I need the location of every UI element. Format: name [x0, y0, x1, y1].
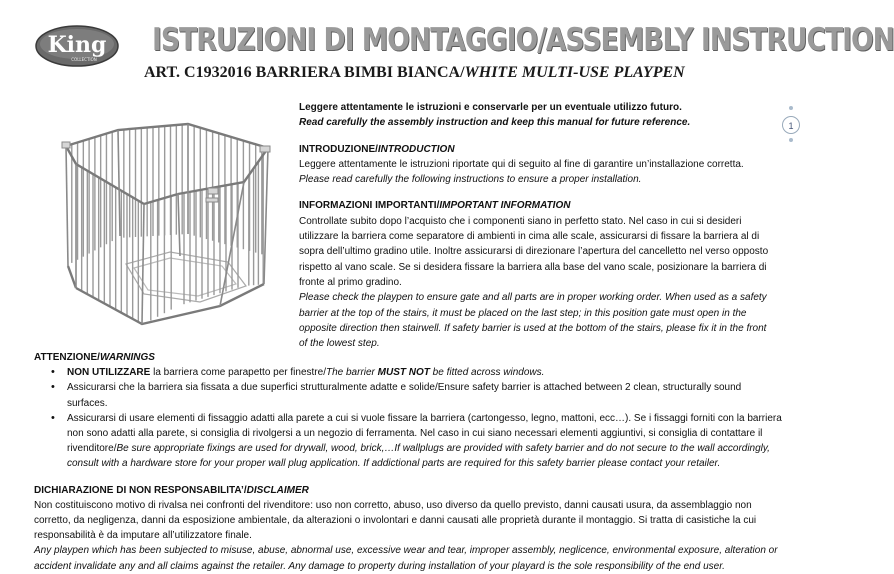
- article-title-it: ART. C1932016 BARRIERA BIMBI BIANCA/: [144, 64, 465, 81]
- warning-text-en: The barrier: [325, 367, 378, 379]
- article-title: [144, 64, 685, 82]
- article-title-en: WHITE MULTI-USE PLAYPEN: [464, 64, 685, 81]
- disclaimer-text-it: Non costituiscono motivo di rivalsa nei confronti del rivenditore: uso non corretto, abuso, uso diverso da quello previsto, danni causati usura, da assemblaggio non corretto, da negligenza, danni da esposizione ambientale, da alterazioni o involontari e danni causati alle proprietà durante il montaggio. Si tratta di casistiche la cui responsabilità è da imputare all’utilizzatore finale.: [34, 499, 757, 542]
- important-heading-en: IMPORTANT INFORMATION: [439, 200, 571, 212]
- playpen-illustration: [58, 116, 286, 328]
- disclaimer-text-en: Any playpen which has been subjected to misuse, abuse, abnormal use, excessive wear and tear, improper assembly, neglicence, environmental exposure, alteration or accident invalidate any and all claims against the retailer. Any damage to property during installation of your playard is the sole responsibility of the end user.: [34, 545, 778, 572]
- warnings-section: [34, 350, 782, 574]
- warning-text-it: la barriera come parapetto per finestre/: [150, 367, 326, 379]
- warnings-heading-en: WARNINGS: [99, 352, 155, 363]
- page-marker-dot: [789, 138, 793, 142]
- page-number: 1: [782, 116, 800, 134]
- warnings-list: [34, 365, 782, 471]
- page-marker-dot: [789, 106, 793, 110]
- warning-text-en: Be sure appropriate fixings are used for drywall, wood, brick,…If wallplugs are provided with safety barrier and do not secure to the wall accordingly, consult with a hardware store for your proper wall plug application. If addictional parts are required for this safety barrier please contact your retailer.: [67, 443, 770, 470]
- warning-item: [34, 380, 782, 410]
- intro-line-it: Leggere attentamente le istruzioni e conservarle per un eventuale utilizzo futuro.: [299, 102, 682, 113]
- page-title: ISTRUZIONI DI MONTAGGIO/ASSEMBLY INSTRUCTION: [152, 22, 894, 58]
- important-text-it: Controllate subito dopo l’acquisto che i componenti siano in perfetto stato. Nel caso in cui si desideri utilizzare la barriera come separatore di ambienti in cima alle scale, assicurarsi di fissare la barriera al di sopra dell’ultimo gradino utile. Inoltre assicurarsi di direzionare l’apertura del cancelletto nel verso opposto rispetto al vano scale. Se si desidera fissare la barriera alla base del vano scale, posizionare la barriera di fronte al primo gradino.: [299, 215, 769, 288]
- intro-section: [299, 100, 777, 351]
- important-text-en: Please check the playpen to ensure gate and all parts are in proper working order. When used as a safety barrier at the top of the stairs, it must be placed on the last step; in this position gate must open in the opposite direction then stairwell. If safety barrier is used at the bottom of the stairs, please fix it in the front of the lowest step.: [299, 292, 767, 350]
- warning-text-en: be fitted across windows.: [429, 367, 545, 379]
- important-heading: [299, 198, 777, 213]
- intro-line-en: Read carefully the assembly instruction and keep this manual for future reference.: [299, 117, 691, 129]
- warning-bold-en: MUST NOT: [377, 367, 430, 379]
- introduction-text-it: Leggere attentamente le istruzioni riportate qui di seguito al fine di garantire un’installazione corretta.: [299, 158, 744, 170]
- introduction-heading-en: INTRODUCTION: [377, 143, 455, 155]
- introduction-text-en: Please read carefully the following instructions to ensure a proper installation.: [299, 174, 642, 186]
- disclaimer-heading-it: DICHIARAZIONE DI NON RESPONSABILITA’/: [34, 484, 247, 496]
- warning-item: [34, 365, 782, 380]
- brand-logo: [34, 24, 120, 68]
- disclaimer-heading-en: DISCLAIMER: [246, 484, 309, 496]
- logo-subtext: COLLECTION: [71, 57, 97, 62]
- disclaimer-heading: [34, 483, 782, 498]
- logo-text: King: [47, 32, 107, 58]
- warning-item: [34, 411, 782, 472]
- introduction-heading-it: INTRODUZIONE/: [299, 143, 378, 155]
- warning-text-it: Assicurarsi di usare elementi di fissaggio adatti alla parete a cui si vuole fissare la barriera (cartongesso, legno, mattoni, ecc…). Se i fissaggi forniti con la barriera non sono adatti alla parete, si consiglia di rivolgersi a un negozio di ferramenta. Nel caso in cui siano necessari elementi aggiuntivi, si consiglia di contattare il rivenditore/: [67, 412, 782, 455]
- warnings-heading-it: ATTENZIONE/: [34, 352, 100, 363]
- introduction-heading: [299, 142, 777, 157]
- warning-text: Assicurarsi che la barriera sia fissata a due superfici strutturalmente adatte e solide/Ensure safety barrier is attached between 2 clean, structurally sound surfaces.: [67, 382, 742, 409]
- important-heading-it: INFORMAZIONI IMPORTANTI/: [299, 200, 440, 212]
- warning-bold-it: NON UTILIZZARE: [67, 367, 151, 379]
- warnings-heading: [34, 350, 782, 365]
